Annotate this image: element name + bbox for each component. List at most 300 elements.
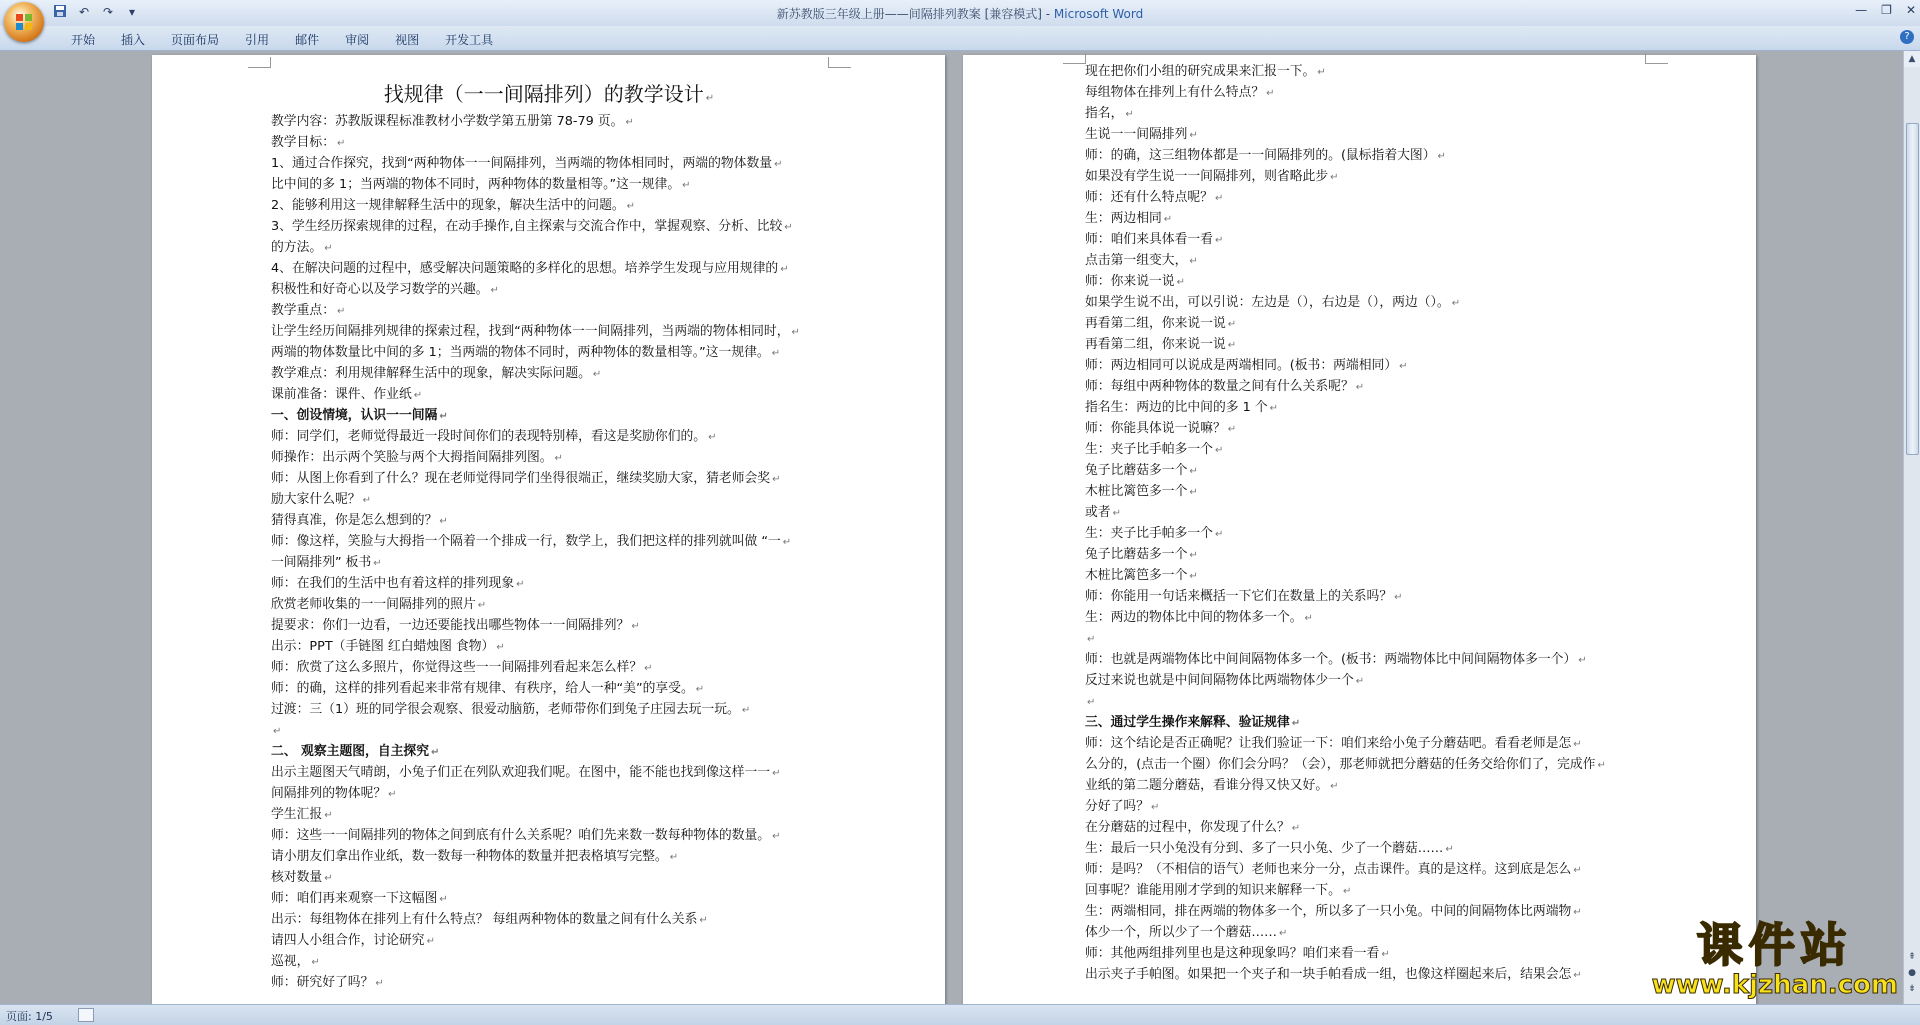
document-line-text: 师：两边相同可以说成是两端相同。(板书：两端相同） <box>1085 358 1398 373</box>
document-line-text: 一、创设情境，认识一一间隔 <box>271 408 438 423</box>
paragraph-mark-icon: ↵ <box>784 222 793 233</box>
document-line-text: 三、通过学生操作来解释、验证规律 <box>1085 715 1290 730</box>
redo-icon[interactable]: ↷ <box>102 5 114 19</box>
document-line-text: 师：研究好了吗？ <box>271 975 374 990</box>
paragraph-mark-icon: ↵ <box>439 894 448 905</box>
document-line[interactable] <box>271 174 827 195</box>
document-line[interactable] <box>1085 943 1645 964</box>
document-line-text: 师：同学们，老师觉得最近一段时间你们的表现特别棒，看这是奖励你们的。 <box>271 429 707 444</box>
document-line[interactable] <box>271 531 827 552</box>
document-line[interactable] <box>1085 544 1645 565</box>
document-line[interactable] <box>271 804 827 825</box>
document-line-text: 一间隔排列” 板书 <box>271 555 372 570</box>
document-line[interactable] <box>1085 502 1645 523</box>
proofing-icon[interactable] <box>78 1008 94 1022</box>
document-line-text: 巡视， <box>271 954 310 969</box>
document-line-text: 分好了吗？ <box>1085 799 1149 814</box>
document-line-text: 生：夹子比手帕多一个 <box>1085 526 1213 541</box>
document-line[interactable] <box>1085 586 1645 607</box>
document-heading-text: 找规律（一一间隔排列）的教学设计 <box>383 82 704 106</box>
document-line-text: 师：的确，这三组物体都是一一间隔排列的。(鼠标指着大图） <box>1085 148 1436 163</box>
document-line-text: 再看第二组，你来说一说 <box>1085 337 1226 352</box>
document-line[interactable] <box>1085 187 1645 208</box>
paragraph-mark-icon: ↵ <box>439 516 448 527</box>
document-line[interactable] <box>1085 670 1645 691</box>
document-line-text: 如果没有学生说一一间隔排列，则省略此步 <box>1085 169 1329 184</box>
site-watermark <box>1652 919 1898 999</box>
document-line[interactable] <box>1085 229 1645 250</box>
document-line-text: 么分的，(点击一个圈）你们会分吗？（会），那老师就把分蘑菇的任务交给你们了，完成作 <box>1085 757 1596 772</box>
document-line-text: 励大家什么呢？ <box>271 492 361 507</box>
document-line-text: 师：是吗？（不相信的语气）老师也来分一分，点击课件。真的是这样。这到底是怎么 <box>1085 862 1572 877</box>
document-line-text: 请四人小组合作，讨论研究 <box>271 933 425 948</box>
paragraph-mark-icon: ↵ <box>1087 634 1096 645</box>
app-name: Microsoft Word <box>1053 7 1144 21</box>
tab-view[interactable]: 视图 <box>395 33 420 47</box>
document-line[interactable] <box>1085 754 1645 775</box>
vertical-scrollbar[interactable] <box>1903 51 1920 1005</box>
document-line-text: 兔子比蘑菇多一个 <box>1085 463 1188 478</box>
select-browse-object-icon[interactable]: ● <box>1908 968 1916 978</box>
document-line-text: 每组物体在排列上有什么特点？ <box>1085 85 1265 100</box>
paragraph-mark-icon: ↵ <box>780 264 789 275</box>
document-line[interactable] <box>1085 208 1645 229</box>
paragraph-mark-icon: ↵ <box>1112 508 1121 519</box>
document-line[interactable] <box>271 489 827 510</box>
document-line[interactable] <box>1085 271 1645 292</box>
document-line[interactable] <box>271 867 827 888</box>
paragraph-mark-icon: ↵ <box>1214 235 1224 246</box>
document-line[interactable] <box>271 930 827 951</box>
document-line-text: 生：两边的物体比中间的物体多一个。 <box>1085 610 1303 625</box>
document-line-text: 的方法。 <box>271 240 323 255</box>
document-page-1[interactable] <box>152 55 945 1005</box>
document-line[interactable] <box>1085 481 1645 502</box>
customize-toolbar-icon[interactable]: ▾ <box>128 5 136 19</box>
paragraph-mark-icon: ↵ <box>1399 361 1408 372</box>
paragraph-mark-icon: ↵ <box>1445 844 1454 855</box>
document-line-text: 过渡：三（1）班的同学很会观察、很爱动脑筋，老师带你们到兔子庄园去玩一玩。 <box>271 702 740 717</box>
document-line[interactable] <box>1085 733 1645 754</box>
next-page-icon[interactable]: ⇟ <box>1908 984 1916 994</box>
paragraph-mark-icon: ↵ <box>644 663 653 674</box>
paragraph-mark-icon: ↵ <box>1176 277 1185 288</box>
paragraph-mark-icon: ↵ <box>413 390 423 401</box>
document-line-text: 师：也就是两端物体比中间间隔物体多一个。(板书：两端物体比中间间隔物体多一个） <box>1085 652 1577 667</box>
document-line[interactable] <box>1085 523 1645 544</box>
paragraph-mark-icon: ↵ <box>1125 109 1134 120</box>
paragraph-mark-icon: ↵ <box>1381 949 1390 960</box>
document-line[interactable] <box>271 909 827 930</box>
document-line[interactable] <box>271 510 827 531</box>
document-line[interactable] <box>1085 859 1645 880</box>
document-line-text: 让学生经历间隔排列规律的探索过程，找到“两种物体一一间隔排列，当两端的物体相同时， <box>271 324 790 339</box>
tab-mailings[interactable]: 邮件 <box>295 33 320 47</box>
ribbon-tabs <box>58 30 506 49</box>
document-line[interactable] <box>1085 628 1645 649</box>
paragraph-mark-icon: ↵ <box>669 852 679 863</box>
document-line-text: 师：在我们的生活中也有着这样的排列现象 <box>271 576 515 591</box>
document-line[interactable] <box>271 678 827 699</box>
paragraph-mark-icon: ↵ <box>336 306 346 317</box>
document-page-2[interactable] <box>963 55 1756 1005</box>
paragraph-mark-icon: ↵ <box>516 579 525 590</box>
document-line-text: 核对数量 <box>271 870 323 885</box>
document-line[interactable] <box>271 447 827 468</box>
document-line-text: 师：从图上你看到了什么？现在老师觉得同学们坐得很端正，继续奖励大家，猜老师会奖 <box>271 471 771 486</box>
paragraph-mark-icon: ↵ <box>1189 256 1198 267</box>
paragraph-mark-icon: ↵ <box>1269 403 1279 414</box>
document-line[interactable] <box>1085 397 1645 418</box>
document-line-text: 猜得真准，你是怎么想到的？ <box>271 513 438 528</box>
paragraph-mark-icon: ↵ <box>1227 424 1237 435</box>
document-line[interactable] <box>271 342 827 363</box>
close-icon[interactable]: ✕ <box>1905 3 1916 17</box>
paragraph-mark-icon: ↵ <box>625 117 634 128</box>
document-line[interactable] <box>271 258 827 279</box>
document-line-text: 出示主题图天气晴朗，小兔子们正在列队欢迎我们呢。在图中，能不能也找到像这样一一 <box>271 765 771 780</box>
paragraph-mark-icon: ↵ <box>592 369 602 380</box>
document-line-text: 出示：每组物体在排列上有什么特点？ 每组两种物体的数量之间有什么关系 <box>271 912 698 927</box>
document-line-text: 反过来说也就是中间间隔物体比两端物体少一个 <box>1085 673 1354 688</box>
previous-page-icon[interactable]: ⇞ <box>1908 952 1916 962</box>
document-line[interactable] <box>1085 838 1645 859</box>
document-line[interactable] <box>1085 124 1645 145</box>
document-line-text: 师：的确，这样的排列看起来非常有规律、有秩序，给人一种“美”的享受。 <box>271 681 694 696</box>
document-line[interactable] <box>1085 313 1645 334</box>
document-heading: 找规律（一一间隔排列）的教学设计 ↵ <box>383 82 715 106</box>
status-bar <box>0 1004 1920 1025</box>
scroll-thumb[interactable] <box>1906 123 1919 455</box>
document-line-text: 兔子比蘑菇多一个 <box>1085 547 1188 562</box>
paragraph-mark-icon: ↵ <box>1578 655 1587 666</box>
document-line-text: 木桩比篱笆多一个 <box>1085 568 1188 583</box>
paragraph-mark-icon: ↵ <box>431 747 440 758</box>
document-line[interactable] <box>271 426 827 447</box>
document-line[interactable] <box>271 321 827 342</box>
paragraph-mark-icon: ↵ <box>774 159 783 170</box>
document-line[interactable] <box>271 888 827 909</box>
paragraph-mark-icon: ↵ <box>426 936 435 947</box>
window-title <box>0 5 1920 22</box>
document-line[interactable] <box>271 846 827 867</box>
crop-mark <box>248 57 271 68</box>
paragraph-mark-icon: ↵ <box>1291 718 1301 729</box>
paragraph-mark-icon: ↵ <box>324 873 333 884</box>
undo-icon[interactable]: ↶ <box>78 5 90 19</box>
document-line-text: 师：这个结论是否正确呢？让我们验证一下：咱们来给小兔子分蘑菇吧。看看老师是怎 <box>1085 736 1572 751</box>
document-line[interactable] <box>1085 439 1645 460</box>
document-line[interactable] <box>271 741 827 762</box>
page-indicator[interactable]: 页面: 1/5 <box>6 1010 53 1023</box>
document-line-text: 回事呢？谁能用刚才学到的知识来解释一下。 <box>1085 883 1341 898</box>
document-line-text: 生：两边相同 <box>1085 211 1162 226</box>
paragraph-mark-icon: ↵ <box>771 348 781 359</box>
document-line-text: 再看第二组，你来说一说 <box>1085 316 1226 331</box>
document-line-text: 积极性和好奇心以及学习数学的兴趣。 <box>271 282 489 297</box>
document-line[interactable] <box>271 216 827 237</box>
paragraph-mark-icon: ↵ <box>554 453 563 464</box>
paragraph-mark-icon: ↵ <box>375 978 384 989</box>
document-line[interactable] <box>1085 922 1645 943</box>
paragraph-mark-icon: ↵ <box>1304 613 1313 624</box>
document-line-text: 提要求：你们一边看，一边还要能找出哪些物体一一间隔排列？ <box>271 618 630 633</box>
document-line[interactable] <box>1085 61 1645 82</box>
document-line[interactable] <box>271 594 827 615</box>
document-line-text: 师：像这样，笑脸与大拇指一个隔着一个排成一行，数学上，我们把这样的排列就叫做 “一 <box>271 534 781 549</box>
page-1-content[interactable] <box>271 77 827 993</box>
paragraph-mark-icon: ↵ <box>1437 151 1446 162</box>
document-line-text: 师：其他两组排列里也是这种现象吗？咱们来看一看 <box>1085 946 1380 961</box>
office-logo-icon <box>15 13 33 31</box>
document-line[interactable] <box>271 384 827 405</box>
paragraph-mark-icon: ↵ <box>388 789 397 800</box>
document-line[interactable] <box>271 783 827 804</box>
document-line[interactable] <box>1085 376 1645 397</box>
tab-insert[interactable]: 插入 <box>121 33 146 47</box>
document-line-text: 生：两端相同，排在两端的物体多一个，所以多了一只小兔。中间的间隔物体比两端物 <box>1085 904 1572 919</box>
document-line[interactable] <box>271 825 827 846</box>
watermark-title: 课件站 <box>1696 918 1853 972</box>
document-line[interactable] <box>271 237 827 258</box>
paragraph-mark-icon: ↵ <box>1189 466 1198 477</box>
document-line-text: 教学内容：苏教版课程标准教材小学数学第五册第 78-79 页。 <box>271 114 624 129</box>
tab-home[interactable]: 开始 <box>71 33 96 47</box>
document-line[interactable] <box>1085 355 1645 376</box>
document-line[interactable] <box>271 951 827 972</box>
restore-icon[interactable]: ❐ <box>1881 3 1892 17</box>
paragraph-mark-icon: ↵ <box>631 621 640 632</box>
paragraph-mark-icon: ↵ <box>1317 67 1326 78</box>
paragraph-mark-icon: ↵ <box>782 537 792 548</box>
document-line[interactable] <box>271 195 827 216</box>
paragraph-mark-icon: ↵ <box>1227 319 1237 330</box>
paragraph-mark-icon: ↵ <box>1573 970 1582 981</box>
document-line[interactable] <box>1085 649 1645 670</box>
document-line-text: 请小朋友们拿出作业纸，数一数每一种物体的数量并把表格填写完整。 <box>271 849 668 864</box>
document-line-text: 生：夹子比手帕多一个 <box>1085 442 1213 457</box>
document-line[interactable] <box>271 468 827 489</box>
document-line-text: 现在把你们小组的研究成果来汇报一下。 <box>1085 64 1316 79</box>
tab-review[interactable]: 审阅 <box>345 33 370 47</box>
document-line[interactable] <box>1085 691 1645 712</box>
document-line[interactable] <box>271 657 827 678</box>
scroll-up-icon[interactable]: ▲ <box>1904 51 1920 67</box>
watermark-url: www.kjzhan.com <box>1651 970 1898 1000</box>
paragraph-mark-icon: ↵ <box>682 180 691 191</box>
document-line[interactable] <box>1085 775 1645 796</box>
document-line-text: 两端的物体数量比中间的多 1；当两端的物体不同时，两种物体的数量相等。”这一规律。 <box>271 345 770 360</box>
document-line-text: 或者 <box>1085 505 1111 520</box>
paragraph-mark-icon: ↵ <box>1573 907 1582 918</box>
document-line-text: 2、能够利用这一规律解释生活中的现象，解决生活中的问题。 <box>271 198 625 213</box>
document-line-text: 教学目标： <box>271 135 335 150</box>
document-line[interactable] <box>1085 82 1645 103</box>
document-line[interactable] <box>271 972 827 993</box>
paragraph-mark-icon: ↵ <box>1451 298 1461 309</box>
document-line-text: 师：每组中两种物体的数量之间有什么关系呢？ <box>1085 379 1354 394</box>
document-line-text: 木桩比篱笆多一个 <box>1085 484 1188 499</box>
document-line-text: 生说一一间隔排列 <box>1085 127 1188 142</box>
paragraph-mark-icon: ↵ <box>1214 529 1224 540</box>
document-line-text: 指名生：两边的比中间的多 1 个 <box>1085 400 1268 415</box>
document-line-text: 师：你来说一说 <box>1085 274 1175 289</box>
crop-mark <box>1645 53 1668 64</box>
paragraph-mark-icon: ↵ <box>1189 487 1198 498</box>
paragraph-mark-icon: ↵ <box>324 243 333 254</box>
document-line-text: 4、在解决问题的过程中，感受解决问题策略的多样化的思想。培养学生发现与应用规律的 <box>271 261 779 276</box>
document-line[interactable] <box>1085 250 1645 271</box>
paragraph-mark-icon: ↵ <box>1087 697 1096 708</box>
paragraph-mark-icon: ↵ <box>1189 550 1198 561</box>
title-bar <box>0 0 1920 26</box>
document-line[interactable] <box>271 132 827 153</box>
paragraph-mark-icon: ↵ <box>373 558 382 569</box>
document-line[interactable] <box>271 363 827 384</box>
paragraph-mark-icon: ↵ <box>273 726 282 737</box>
paragraph-mark-icon: ↵ <box>1214 193 1224 204</box>
paragraph-mark-icon: ↵ <box>1266 88 1275 99</box>
tab-page-layout[interactable]: 页面布局 <box>171 33 220 47</box>
paragraph-mark-icon: ↵ <box>1394 592 1403 603</box>
paragraph-mark-icon: ↵ <box>1291 823 1301 834</box>
paragraph-mark-icon: ↵ <box>490 285 499 296</box>
paragraph-mark-icon: ↵ <box>1355 382 1365 393</box>
document-line-text: 生：最后一只小兔没有分到、多了一只小兔、少了一个蘑菇…… <box>1085 841 1444 856</box>
office-button[interactable] <box>4 2 44 42</box>
document-line[interactable] <box>271 552 827 573</box>
paragraph-mark-icon: ↵ <box>1227 340 1237 351</box>
paragraph-mark-icon: ↵ <box>1330 781 1339 792</box>
paragraph-mark-icon: ↵ <box>1189 571 1198 582</box>
paragraph-mark-icon: ↵ <box>1330 172 1339 183</box>
paragraph-mark-icon: ↵ <box>772 768 781 779</box>
paragraph-mark-icon: ↵ <box>708 432 717 443</box>
document-line[interactable] <box>1085 712 1645 733</box>
document-line-text: 比中间的多 1；当两端的物体不同时，两种物体的数量相等。”这一规律。 <box>271 177 681 192</box>
document-line-text: 师：咱们再来观察一下这幅图 <box>271 891 438 906</box>
document-line[interactable] <box>1085 901 1645 922</box>
document-line[interactable] <box>1085 607 1645 628</box>
document-line[interactable] <box>271 279 827 300</box>
document-line[interactable] <box>271 615 827 636</box>
ribbon <box>0 26 1920 51</box>
document-line-text: 1、通过合作探究，找到“两种物体一一间隔排列，当两端的物体相同时，两端的物体数量 <box>271 156 773 171</box>
document-line-text: 如果学生说不出，可以引说：左边是（），右边是（），两边（）。 <box>1085 295 1450 310</box>
document-line-text: 师：你能用一句话来概括一下它们在数量上的关系吗？ <box>1085 589 1393 604</box>
document-line[interactable] <box>1085 880 1645 901</box>
document-line-text: 二、 观察主题图，自主探究 <box>271 744 430 759</box>
paragraph-mark-icon: ↵ <box>741 705 751 716</box>
paragraph-mark-icon: ↵ <box>1573 739 1582 750</box>
paragraph-mark-icon: ↵ <box>772 831 781 842</box>
document-line[interactable] <box>1085 292 1645 313</box>
document-line[interactable] <box>1085 145 1645 166</box>
paragraph-mark-icon: ↵ <box>626 201 636 212</box>
document-line[interactable] <box>1085 565 1645 586</box>
document-line[interactable] <box>271 111 827 132</box>
document-line-text: 师：咱们来具体看一看 <box>1085 232 1213 247</box>
paragraph-mark-icon: ↵ <box>311 957 320 968</box>
paragraph-mark-icon: ↵ <box>1278 928 1288 939</box>
document-line[interactable] <box>271 573 827 594</box>
document-line[interactable] <box>271 636 827 657</box>
document-line[interactable] <box>271 720 827 741</box>
document-line[interactable] <box>271 699 827 720</box>
document-line[interactable] <box>1085 817 1645 838</box>
tab-references[interactable]: 引用 <box>245 33 270 47</box>
paragraph-mark-icon: ↵ <box>1573 865 1582 876</box>
help-icon[interactable]: ? <box>1900 30 1914 44</box>
document-line[interactable] <box>271 153 827 174</box>
tab-developer[interactable]: 开发工具 <box>445 33 494 47</box>
crop-mark <box>828 57 851 68</box>
document-line[interactable] <box>1085 460 1645 481</box>
paragraph-mark-icon: ↵ <box>695 684 705 695</box>
minimize-icon[interactable]: — <box>1855 3 1868 17</box>
document-line[interactable] <box>1085 334 1645 355</box>
document-line-text: 师：你能具体说一说嘛？ <box>1085 421 1226 436</box>
paragraph-mark-icon: ↵ <box>1214 445 1224 456</box>
document-line-text: 在分蘑菇的过程中，你发现了什么？ <box>1085 820 1290 835</box>
document-line-text: 指名， <box>1085 106 1124 121</box>
paragraph-mark-icon: ↵ <box>496 642 505 653</box>
paragraph-mark-icon: ↵ <box>477 600 487 611</box>
paragraph-mark-icon: ↵ <box>1597 760 1606 771</box>
document-line-text: 出示：PPT（手链图 红白蜡烛图 食物） <box>271 639 495 654</box>
document-line-text: 欣赏老师收集的一一间隔排列的照片 <box>271 597 476 612</box>
document-line-text: 师：欣赏了这么多照片，你觉得这些一一间隔排列看起来怎么样？ <box>271 660 643 675</box>
paragraph-mark-icon: ↵ <box>772 474 781 485</box>
document-line-text: 业纸的第二题分蘑菇，看谁分得又快又好。 <box>1085 778 1329 793</box>
document-line-text: 教学重点： <box>271 303 335 318</box>
document-line[interactable] <box>271 762 827 783</box>
paragraph-mark-icon: ↵ <box>699 915 708 926</box>
window-controls <box>1855 3 1916 17</box>
crop-mark <box>1063 53 1086 64</box>
page-2-content[interactable] <box>1085 61 1645 985</box>
document-line-text: 教学难点：利用规律解释生活中的现象，解决实际问题。 <box>271 366 591 381</box>
document-line[interactable] <box>271 405 827 426</box>
paragraph-mark-icon: ↵ <box>1189 130 1198 141</box>
document-workspace <box>0 51 1904 1005</box>
document-line-text: 点击第一组变大， <box>1085 253 1188 268</box>
paragraph-mark-icon: ↵ <box>362 495 371 506</box>
document-title: 新苏教版三年级上册——间隔排列教案 [兼容模式] - <box>776 7 1054 21</box>
paragraph-mark-icon: ↵ <box>1163 214 1173 225</box>
paragraph-mark-icon: ↵ <box>1342 886 1352 897</box>
document-line[interactable] <box>1085 964 1645 985</box>
paragraph-mark-icon: ↵ <box>439 411 448 422</box>
paragraph-mark-icon: ↵ <box>336 138 346 149</box>
document-line-text: 3、学生经历探索规律的过程，在动手操作,自主探索与交流合作中，掌握观察、分析、比较 <box>271 219 783 234</box>
document-line[interactable] <box>1085 796 1645 817</box>
document-line[interactable] <box>1085 103 1645 124</box>
document-line-text: 学生汇报 <box>271 807 323 822</box>
document-line-text: 课前准备：课件、作业纸 <box>271 387 412 402</box>
paragraph-mark-icon: ↵ <box>324 810 333 821</box>
document-line-text: 师：还有什么特点呢？ <box>1085 190 1213 205</box>
paragraph-mark-icon: ↵ <box>1355 676 1365 687</box>
paragraph-mark-icon: ↵ <box>791 327 800 338</box>
document-line-text: 师：这些一一间隔排列的物体之间到底有什么关系呢？咱们先来数一数每种物体的数量。 <box>271 828 771 843</box>
document-line-text: 体少一个，所以少了一个蘑菇…… <box>1085 925 1277 940</box>
document-line[interactable] <box>1085 166 1645 187</box>
document-line[interactable] <box>1085 418 1645 439</box>
document-line-text: 出示夹子手帕图。如果把一个夹子和一块手帕看成一组，也像这样圈起来后，结果会怎 <box>1085 967 1572 982</box>
document-line-text: 师操作：出示两个笑脸与两个大拇指间隔排列图。 <box>271 450 553 465</box>
document-line[interactable] <box>271 300 827 321</box>
